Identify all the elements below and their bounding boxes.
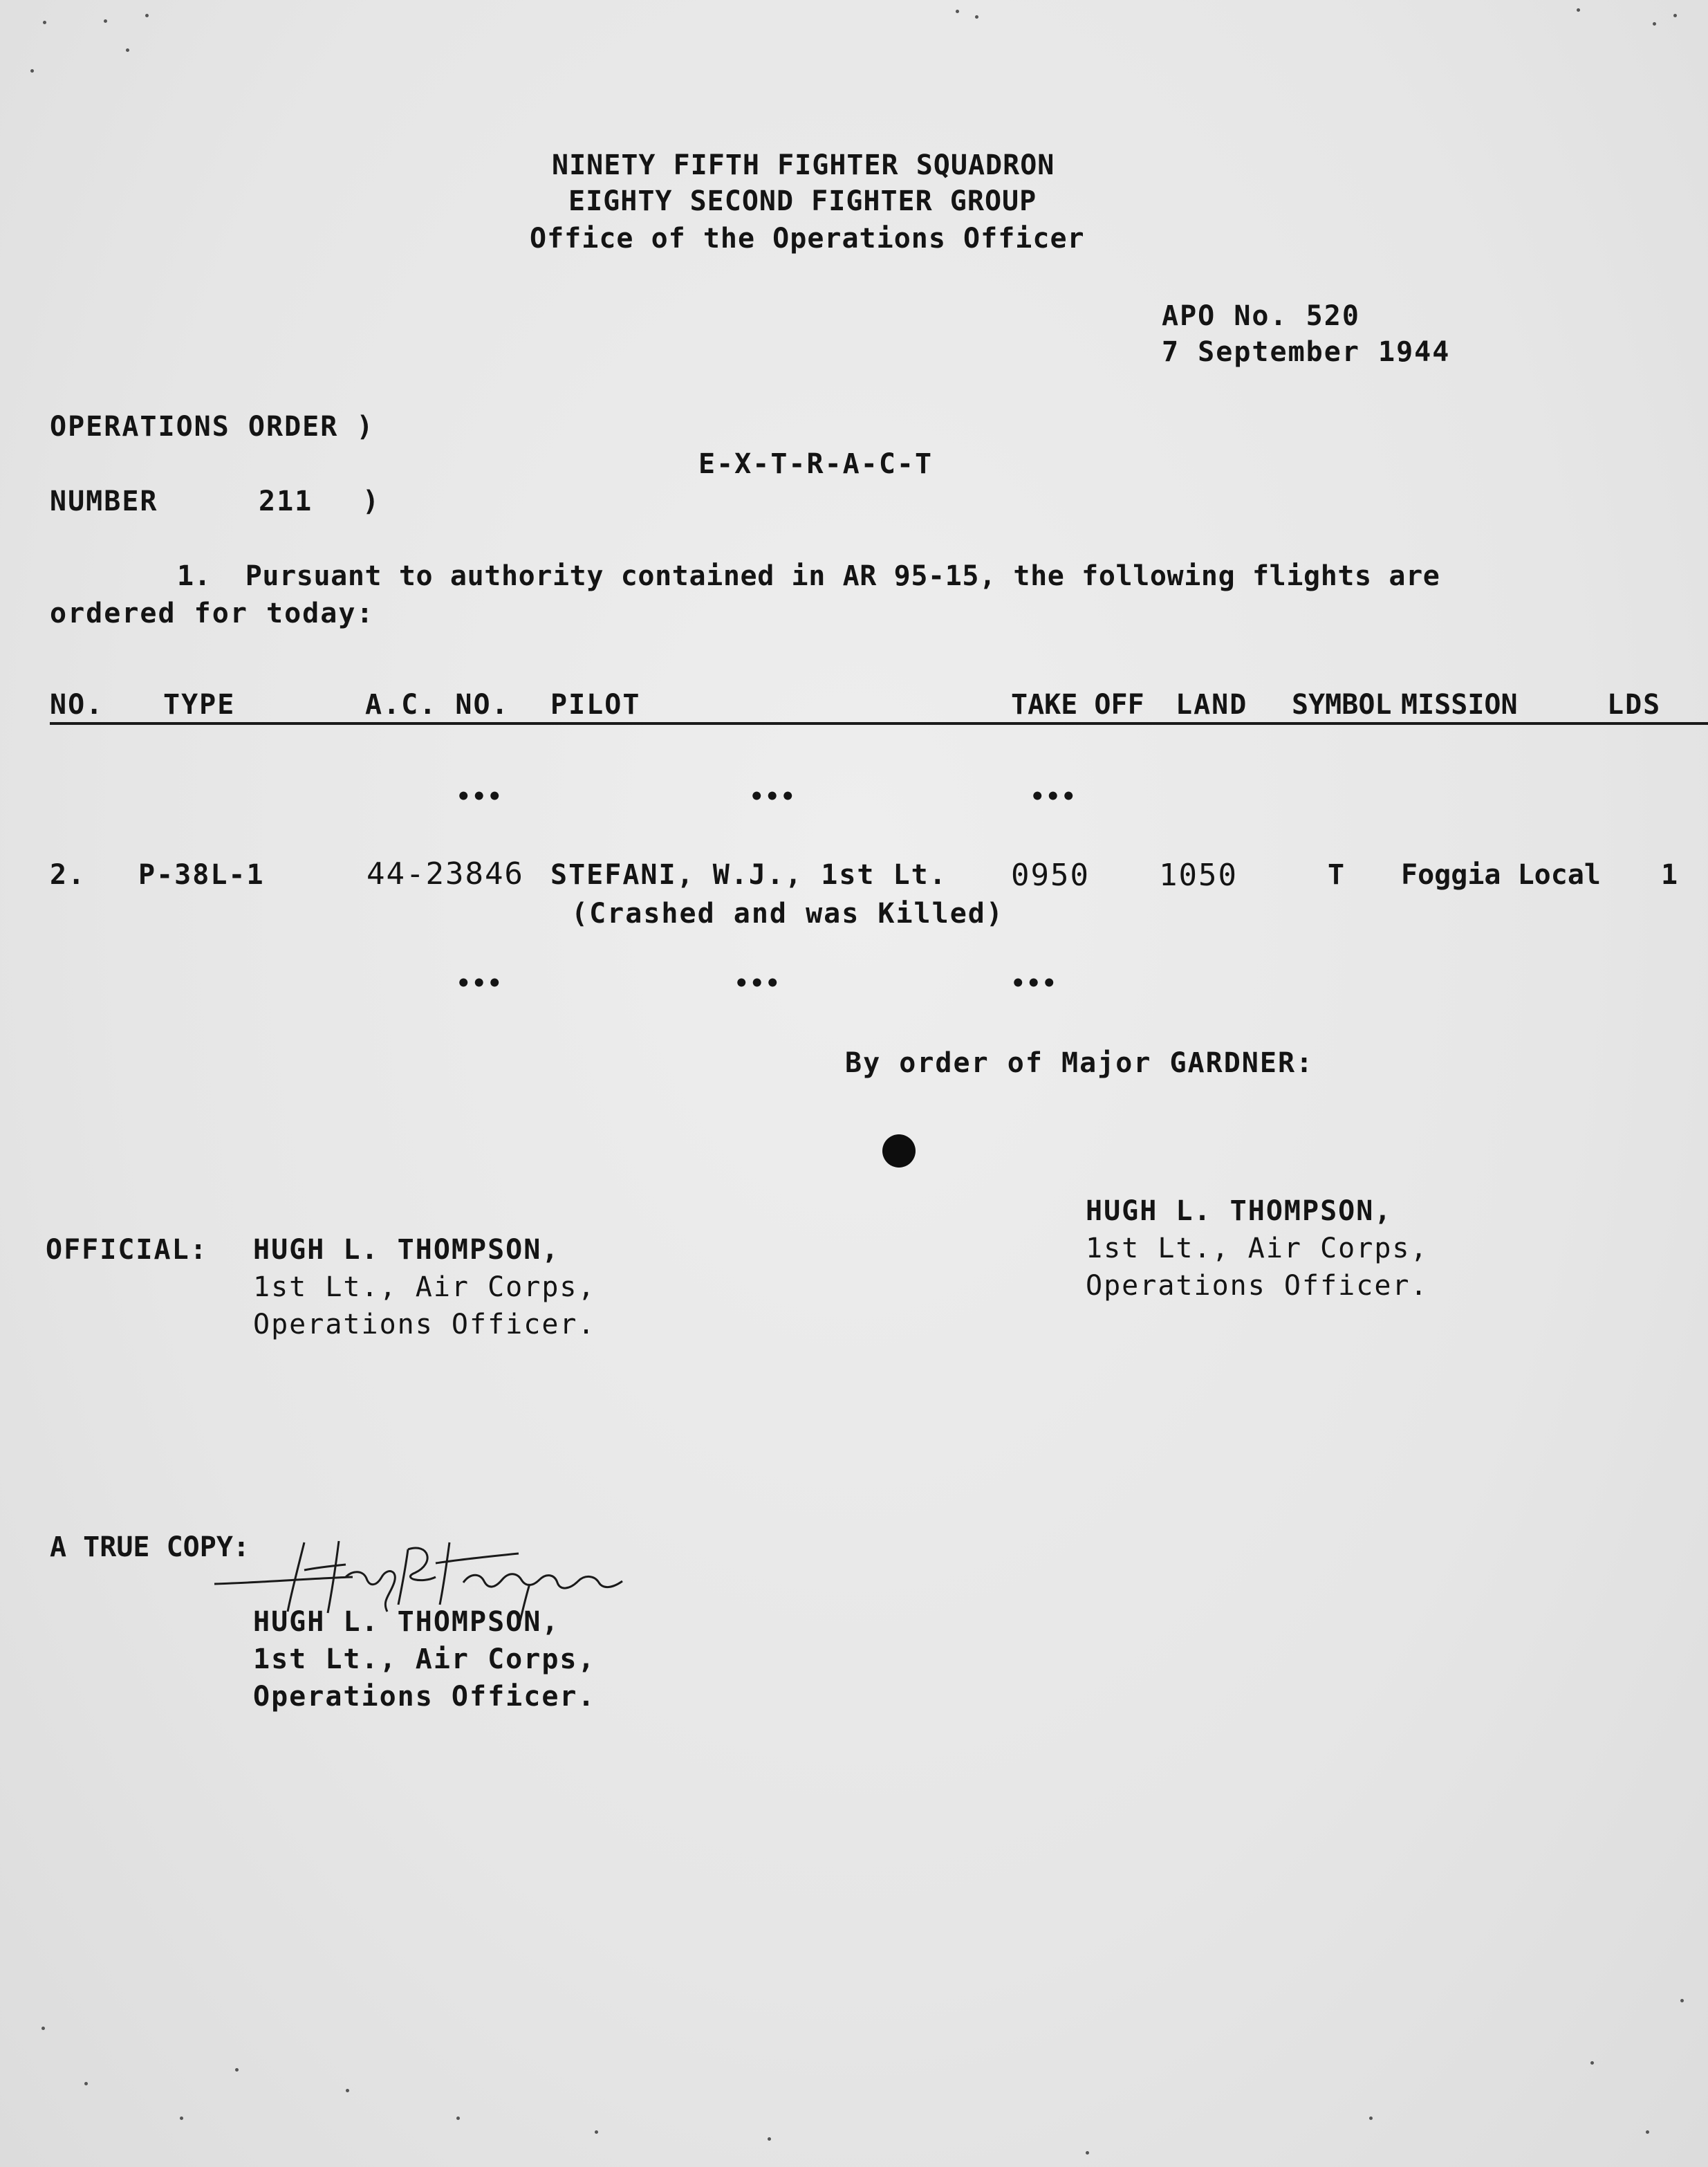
official-title: Operations Officer. — [253, 1309, 596, 1340]
col-header-pilot: PILOT — [550, 689, 641, 721]
paragraph-1-line-1: 1. Pursuant to authority contained in AR 95-15, the following flights are — [177, 560, 1440, 592]
speck — [1653, 22, 1656, 26]
header-squadron: NINETY FIFTH FIGHTER SQUADRON — [552, 149, 1055, 181]
operations-order-label: OPERATIONS ORDER ) — [50, 411, 375, 443]
speck — [956, 10, 959, 13]
col-header-no: NO. — [50, 689, 104, 721]
col-header-mission: MISSION — [1401, 689, 1518, 721]
header-office: Office of the Operations Officer — [530, 223, 1085, 255]
document-date: 7 September 1944 — [1162, 336, 1451, 368]
header-group: EIGHTY SECOND FIGHTER GROUP — [568, 185, 1037, 217]
speck — [1673, 14, 1677, 17]
speck — [30, 69, 34, 73]
speck — [595, 2130, 598, 2134]
col-header-type: TYPE — [163, 689, 236, 721]
row-land: 1050 — [1159, 858, 1238, 893]
row-pilot-note: (Crashed and was Killed) — [571, 898, 1004, 930]
col-header-take-off: TAKE OFF — [1011, 689, 1144, 721]
col-header-land: LAND — [1176, 689, 1248, 721]
true-copy-name: HUGH L. THOMPSON, — [253, 1606, 560, 1638]
speck — [1646, 2130, 1649, 2134]
by-order-line: By order of Major GARDNER: — [845, 1047, 1315, 1079]
col-header-symbol: SYMBOL — [1292, 689, 1392, 721]
official-name: HUGH L. THOMPSON, — [253, 1234, 560, 1266]
ellipsis-marker: ••• — [456, 970, 503, 997]
speck — [84, 2082, 88, 2085]
order-number-label: NUMBER — [50, 486, 158, 517]
speck — [346, 2089, 349, 2092]
apo-number: APO No. 520 — [1162, 300, 1360, 332]
speck — [104, 19, 107, 23]
row-no: 2. — [50, 859, 86, 891]
row-pilot: STEFANI, W.J., 1st Lt. — [550, 859, 947, 891]
speck — [1086, 2151, 1089, 2155]
row-symbol: T — [1328, 859, 1346, 891]
row-type: P-38L-1 — [138, 859, 265, 891]
official-label: OFFICIAL: — [46, 1234, 208, 1266]
col-header-ac-no: A.C. NO. — [365, 689, 510, 721]
extract-heading: E-X-T-R-A-C-T — [698, 448, 934, 480]
speck — [41, 2027, 45, 2030]
true-copy-rank: 1st Lt., Air Corps, — [253, 1643, 596, 1675]
official-rank: 1st Lt., Air Corps, — [253, 1271, 596, 1303]
speck — [43, 21, 46, 24]
speck — [768, 2137, 771, 2141]
speck — [1590, 2061, 1594, 2065]
speck — [126, 48, 129, 52]
row-lds: 1 — [1661, 859, 1680, 891]
punch-hole-dot — [882, 1134, 916, 1168]
speck — [1369, 2117, 1373, 2120]
ellipsis-marker: ••• — [456, 783, 503, 811]
speck — [1577, 8, 1580, 12]
row-mission: Foggia Local — [1401, 859, 1601, 891]
commander-rank: 1st Lt., Air Corps, — [1086, 1233, 1429, 1264]
ellipsis-marker: ••• — [1011, 970, 1058, 997]
paragraph-1-line-2: ordered for today: — [50, 598, 375, 629]
col-header-lds: LDS — [1607, 689, 1662, 721]
ellipsis-marker: ••• — [734, 970, 781, 997]
speck — [456, 2117, 460, 2120]
order-number-paren: ) — [362, 486, 381, 517]
commander-title: Operations Officer. — [1086, 1270, 1429, 1302]
row-take-off: 0950 — [1011, 858, 1090, 893]
table-header-rule — [50, 722, 1708, 725]
speck — [975, 15, 978, 19]
commander-name: HUGH L. THOMPSON, — [1086, 1195, 1393, 1227]
row-ac-no: 44-23846 — [366, 856, 524, 892]
true-copy-title: Operations Officer. — [253, 1681, 596, 1713]
speck — [145, 14, 149, 17]
speck — [1680, 1999, 1684, 2002]
speck — [180, 2117, 183, 2120]
order-number: 211 — [259, 486, 313, 517]
speck — [235, 2068, 239, 2072]
ellipsis-marker: ••• — [1030, 783, 1077, 811]
ellipsis-marker: ••• — [750, 783, 797, 811]
true-copy-label: A TRUE COPY: — [50, 1531, 250, 1563]
